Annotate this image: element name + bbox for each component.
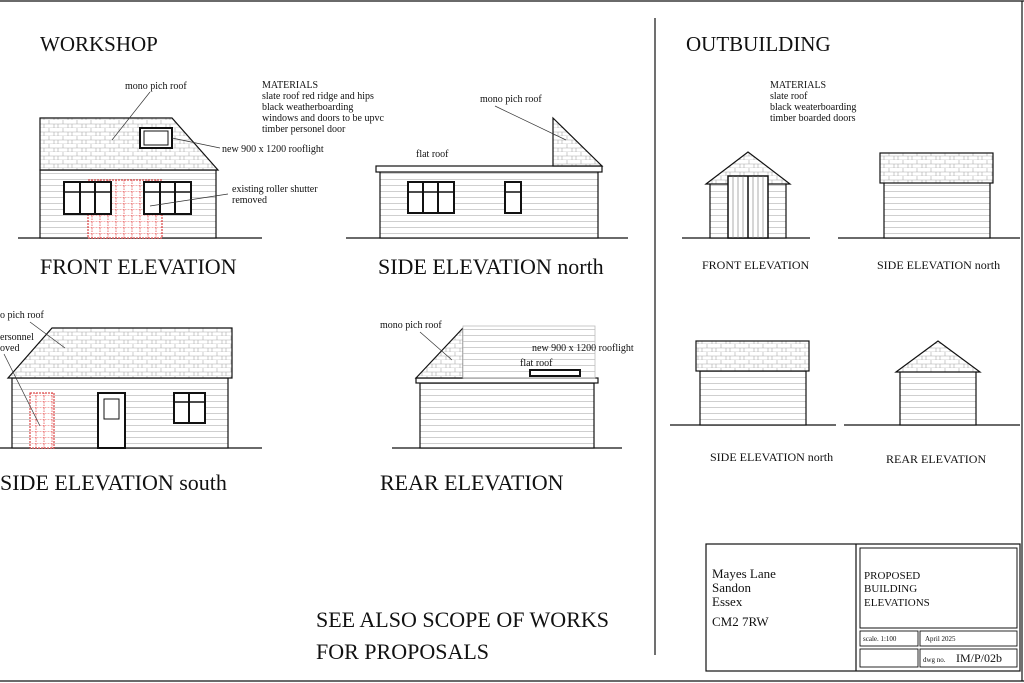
window-left	[64, 182, 111, 214]
workshop-materials-line-3: windows and doors to be upvc	[262, 113, 384, 124]
door	[98, 393, 125, 448]
dwg-label: dwg no.	[923, 656, 946, 664]
outbuilding-front-label: FRONT ELEVATION	[702, 258, 810, 272]
roof	[896, 341, 980, 372]
address-line-3: Essex	[712, 594, 743, 609]
scale-value: scale. 1:100	[863, 635, 897, 643]
side-north-label: SIDE ELEVATION north	[378, 254, 604, 279]
outbuilding-rear-elevation	[844, 341, 1020, 466]
rooflight	[530, 370, 580, 376]
workshop-materials	[262, 80, 384, 135]
postcode: CM2 7RW	[712, 614, 769, 629]
workshop-materials-line-4: timber personel door	[262, 124, 346, 135]
side-south-label: SIDE ELEVATION south	[0, 470, 227, 495]
wall	[884, 182, 990, 238]
scope-note-line-1: SEE ALSO SCOPE OF WORKS	[316, 607, 609, 632]
outbuilding-side2-label: SIDE ELEVATION north	[710, 450, 834, 464]
outbuilding-front-elevation	[682, 152, 810, 272]
workshop-side-south-elevation	[0, 310, 262, 495]
wall	[700, 371, 806, 425]
note-door-2: oved	[0, 343, 20, 354]
removed-door-outline	[30, 393, 54, 448]
front-elevation-label: FRONT ELEVATION	[40, 254, 237, 279]
outbuilding-materials-heading: MATERIALS	[770, 80, 827, 91]
workshop-rear-elevation	[380, 320, 634, 495]
wall	[420, 383, 594, 448]
note-door-1: ersonnel	[0, 332, 34, 343]
outbuilding-rear-label: REAR ELEVATION	[886, 452, 987, 466]
workshop-materials-line-2: black weatherboarding	[262, 102, 354, 113]
note-rooflight: new 900 x 1200 rooflight	[222, 144, 324, 155]
outbuilding-materials-line-2: black weaterboarding	[770, 102, 857, 113]
note-roof: mono pich roof	[480, 94, 542, 105]
mono-pitch-roof	[416, 328, 463, 378]
flat-roof	[376, 166, 602, 172]
outbuilding-side-elevation	[838, 153, 1020, 272]
note-flat-roof: flat roof	[520, 358, 553, 369]
address-line-1: Mayes Lane	[712, 566, 776, 581]
roof	[40, 118, 218, 170]
wall	[900, 370, 976, 425]
window-right	[144, 182, 191, 214]
drawing-title-line-2: BUILDING	[864, 583, 918, 595]
drawing-title-line-3: ELEVATIONS	[864, 597, 930, 609]
workshop-materials-line-1: slate roof red ridge and hips	[262, 91, 374, 102]
note-roof: o pich roof	[0, 310, 44, 321]
mono-pitch-roof	[553, 118, 602, 166]
window	[408, 182, 454, 213]
outbuilding-materials	[770, 80, 856, 124]
date-value: April 2025	[925, 635, 956, 643]
outbuilding-side-label: SIDE ELEVATION north	[877, 258, 1001, 272]
title-block	[706, 544, 1020, 671]
roof	[880, 153, 993, 183]
note-shutter-1: existing roller shutter	[232, 184, 318, 195]
drawing-title-line-1: PROPOSED	[864, 570, 921, 582]
outbuilding-materials-line-1: slate roof	[770, 91, 808, 102]
rear-label: REAR ELEVATION	[380, 470, 564, 495]
outbuilding-side2-elevation	[670, 341, 836, 464]
note-shutter-2: removed	[232, 195, 267, 206]
outbuilding-title: OUTBUILDING	[686, 32, 831, 56]
workshop-materials-heading: MATERIALS	[262, 80, 319, 91]
note-flat-roof: flat roof	[416, 149, 449, 160]
note-roof: mono pich roof	[125, 81, 187, 92]
roof	[8, 328, 232, 378]
dwg-number: IM/P/02b	[956, 651, 1003, 665]
eaves	[416, 378, 598, 383]
workshop-title: WORKSHOP	[40, 32, 158, 56]
small-window	[505, 182, 521, 213]
workshop-side-north-elevation	[346, 94, 628, 279]
note-rooflight: new 900 x 1200 rooflight	[532, 343, 634, 354]
scope-note-line-2: FOR PROPOSALS	[316, 639, 490, 664]
address-line-2: Sandon	[712, 580, 751, 595]
note-roof: mono pich roof	[380, 320, 442, 331]
outbuilding-materials-line-3: timber boarded doors	[770, 113, 856, 124]
roof	[696, 341, 809, 371]
